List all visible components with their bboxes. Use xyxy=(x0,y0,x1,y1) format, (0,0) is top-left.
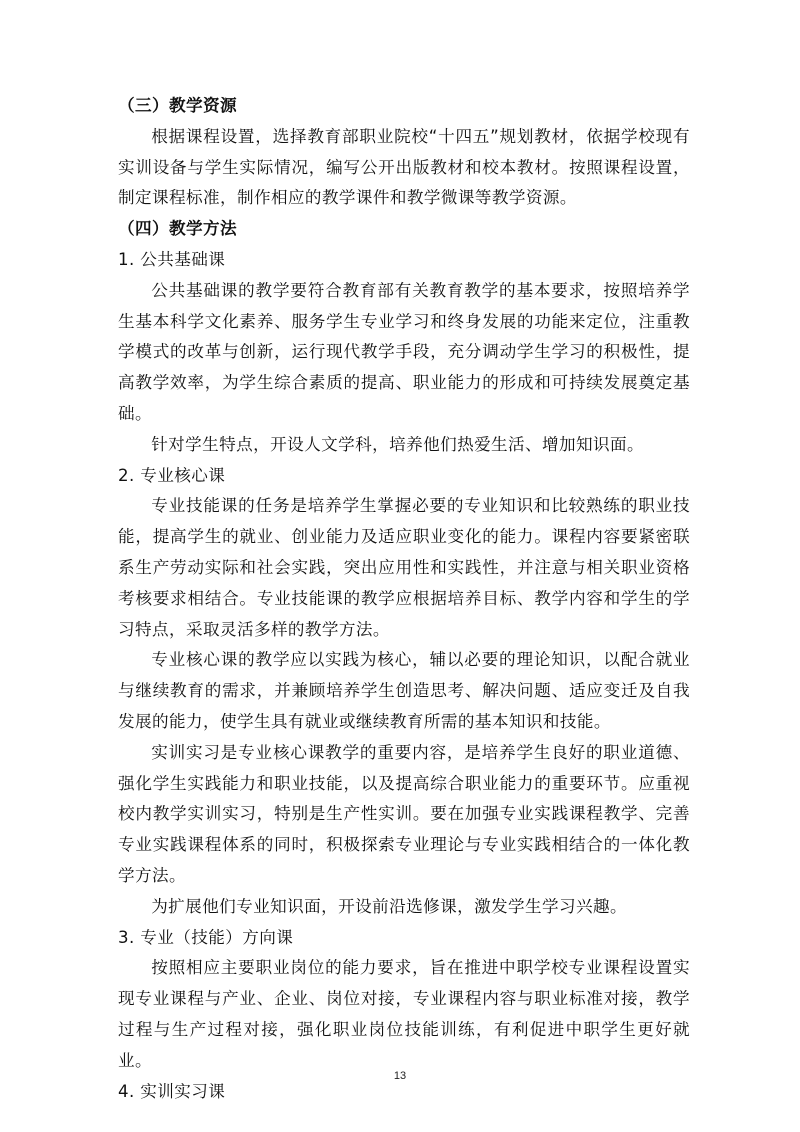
subsection-2-paragraph-2: 专业核心课的教学应以实践为核心，辅以必要的理论知识，以配合就业与继续教育的需求，并兼顾培养学生创造思考、解决问题、适应变迁及自我发展的能力，使学生具有就业或继续教育所需的基本知识和技能。 xyxy=(118,650,690,731)
subsection-1-paragraph-1: 公共基础课的教学要符合教育部有关教育教学的基本要求，按照培养学生基本科学文化素养、服务学生专业学习和终身发展的功能来定位，注重教学模式的改革与创新，运行现代教学手段，充分调动学生学习的积极性，提高教学效率，为学生综合素质的提高、职业能力的形成和可持续发展奠定基础。 xyxy=(118,280,690,423)
section-4-heading: （四）教学方法 xyxy=(118,219,237,239)
subsection-2-paragraph-1: 专业技能课的任务是培养学生掌握必要的专业知识和比较熟练的职业技能，提高学生的就业、创业能力及适应职业变化的能力。课程内容要紧密联系生产劳动实际和社会实践，突出应用性和实践性，并注意与相关职业资格考核要求相结合。专业技能课的教学应根据培养目标、教学内容和学生的学习特点，采取灵活多样的教学方法。 xyxy=(118,496,690,639)
subsection-2-heading: 2. 专业核心课 xyxy=(118,465,226,485)
subsection-2-paragraph-3: 实训实习是专业核心课教学的重要内容，是培养学生良好的职业道德、强化学生实践能力和职业技能，以及提高综合职业能力的重要环节。应重视校内教学实训实习，特别是生产性实训。要在加强专业实践课程教学、完善专业实践课程体系的同时，积极探索专业理论与专业实践相结合的一体化教学方法。 xyxy=(118,742,690,885)
section-3-heading: （三）教学资源 xyxy=(118,96,237,115)
subsection-1-heading: 1. 公共基础课 xyxy=(118,249,226,269)
page-content xyxy=(118,91,690,1107)
section-3-paragraph: 根据课程设置，选择教育部职业院校“十四五”规划教材，依据学校现有实训设备与学生实际情况，编写公开出版教材和校本教材。按照课程设置，制定课程标准，制作相应的教学课件和教学微课等教学资源。 xyxy=(118,126,690,208)
subsection-3-paragraph-1: 按照相应主要职业岗位的能力要求，旨在推进中职学校专业课程设置实现专业课程与产业、企业、岗位对接，专业课程内容与职业标准对接，教学过程与生产过程对接，强化职业岗位技能训练，有利促进中职学生更好就业。 xyxy=(118,958,690,1070)
subsection-1-paragraph-2: 针对学生特点，开设人文学科，培养他们热爱生活、增加知识面。 xyxy=(151,434,645,454)
subsection-2-paragraph-4: 为扩展他们专业知识面，开设前沿选修课，激发学生学习兴趣。 xyxy=(151,896,628,916)
subsection-4-heading: 4. 实训实习课 xyxy=(118,1081,226,1101)
subsection-3-heading: 3. 专业（技能）方向课 xyxy=(118,927,294,947)
page-number: 13 xyxy=(393,1070,407,1082)
